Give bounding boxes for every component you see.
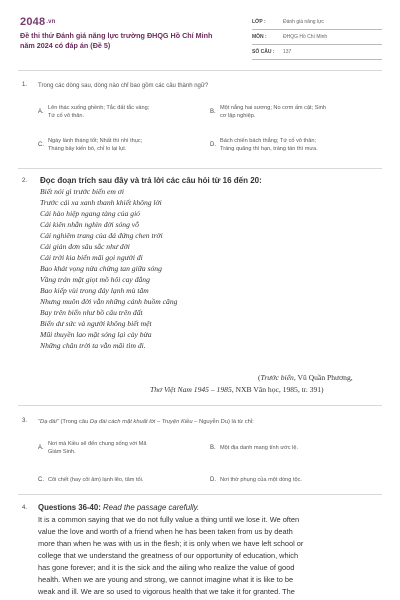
meta-class-row [252,15,382,30]
passage-line: has gone forever; and it is the sick and the ailing who realize the value of good [38,563,295,572]
passage-heading-bold: Questions 36-40: [38,503,101,512]
option-a[interactable] [38,104,208,124]
option-letter: A. [38,109,44,115]
meta-class-key: LỚP : [252,19,266,25]
option-text-line1: Cõi chết (hay cõi âm) lạnh lẽo, tăm tối. [48,477,144,483]
poem-line: Cái nghiêm trang của đá đứng chen trời [40,231,163,240]
option-c[interactable] [38,137,208,157]
citation-author: , Vũ Quần Phương, [293,373,353,382]
option-text-line1: Một nắng hai sương; No cơm ấm cật; Sinh [220,105,326,111]
citation-publisher: , NXB Văn học, 1985, tr. 391) [231,385,324,394]
option-d[interactable] [210,476,380,488]
passage-heading [38,503,199,512]
meta-count-value: 137 [283,49,292,55]
question-quote: "Dạ đài" [38,419,59,425]
site-logo[interactable] [20,16,56,28]
poem-line: Bay trên biển như bồ câu trên đất [40,308,143,317]
divider [18,70,382,71]
poem-line: Cái giản đơn sâu sắc như đời [40,242,130,251]
page-header [0,0,400,64]
question-quote-source: Dạ đài cách mặt khuất lời – Truyện Kiều [89,419,193,425]
divider [18,405,382,406]
question-number: 4. [22,505,28,511]
logo-suffix: .vn [46,19,56,26]
option-d[interactable] [210,137,380,157]
question-number: 1. [22,82,28,88]
meta-class-value: Đánh giá năng lực [283,19,324,25]
meta-subject-row [252,30,382,45]
poem-line: Biển dư sức và người không biết mệt [40,319,152,328]
option-text-line1: Nơi thờ phụng của một dòng tộc. [220,477,302,483]
passage-line: more than when he was with us in the flesh; it is only when we have left school or [38,539,304,548]
option-letter: B. [210,445,216,451]
option-text-line1: Lên thác xuống ghềnh; Tắc đất tắc vàng; [48,105,150,111]
question-text: Trong các dòng sau, dòng nào chỉ bao gồm các câu thành ngữ? [38,83,209,89]
exam-title-line1: Đề thi thử Đánh giá năng lực trường ĐHQG Hồ Chí Minh [20,31,213,40]
question-3 [18,418,382,488]
question-text-mid: (Trong câu [58,419,90,425]
option-letter: A. [38,445,44,451]
option-c[interactable] [38,476,208,488]
option-text-line1: Một địa danh mang tính ước lệ. [220,445,298,451]
passage-line: It is a common saying that we do not fully value a thing until we lose it. We often [38,515,300,524]
meta-count-key: SỐ CÂU : [252,49,275,55]
logo-text: 2048 [20,16,46,28]
poem-line: Mũi thuyền lao mặt sóng lại cày bừa [40,330,152,339]
exam-meta [252,15,382,60]
passage-line: value the love and worth of a friend when he has been taken from us by death [38,527,293,536]
poem-line: Cái kiên nhẫn nghìn đời sóng vỗ [40,220,139,229]
poem-line: Bao khát vọng nửa chừng tan giữa sóng [40,264,162,273]
divider [18,168,382,169]
question-text-end: – Nguyễn Du) là từ chỉ: [192,419,254,425]
question-number: 2. [22,178,28,184]
option-text-line2: Tứ cố vô thân. [48,113,85,119]
divider [18,494,382,495]
option-text-line1: Ngày lành tháng tốt; Nhất thì nhì thục; [48,138,143,144]
question-number: 3. [22,418,28,424]
option-b[interactable] [210,104,380,124]
option-text-line1: Nơi mà Kiều sẽ đến chung sống với Mã [48,441,147,447]
option-letter: B. [210,109,216,115]
poem-line: Cái trời kia biển mãi gọi người đi [40,253,143,262]
poem-line: Nhưng muôn đời vẫn những cánh buồm căng [40,297,178,306]
citation-line1: (Trước biển, Vũ Quần Phương, [258,373,353,382]
option-b[interactable] [210,444,380,456]
citation-line2 [150,385,324,394]
passage-heading: Đọc đoạn trích sau đây và trả lời các câu hỏi từ 16 đến 20: [40,176,262,185]
option-letter: D. [210,142,216,148]
poem-line: Biết nói gì trước biển em ơi [40,187,124,196]
poem-line: Bao kiếp vùi trong đáy lạnh mù tăm [40,286,149,295]
exam-title [20,31,240,51]
passage-line: weak and ill. We are so used to vigorous health that we take it for granted. The [38,587,295,596]
option-text-line1: Bách chiến bách thắng; Tứ cố vô thân; [220,138,317,144]
meta-subject-value: ĐHQG Hồ Chí Minh [283,34,328,40]
poem-line: Những chân trời ta vẫn mãi tìm đi. [40,341,146,350]
option-letter: C. [38,477,44,483]
option-text-line2: cơ lập nghiệp. [220,113,256,119]
option-letter: D. [210,477,216,483]
citation-title: Trước biển [260,373,294,382]
passage-line: college that we understand the greatness of our opportunity of education, which [38,551,299,560]
option-text-line2: Tháng bảy kiến bò, chỉ lo lại lụt. [48,146,127,152]
question-1 [18,82,382,170]
poem-line: Trước cái xa xanh thanh khiết không lời [40,198,162,207]
option-text-line2: Giám Sinh. [48,449,76,455]
meta-subject-key: MÔN : [252,34,267,40]
poem-line: Vầng trán mặt giọt mồ hôi cay đắng [40,275,150,284]
meta-count-row [252,45,382,60]
question-text [38,418,378,426]
passage-line: health. When we are young and strong, we cannot imagine what it is like to be [38,575,294,584]
passage-heading-italic: Read the passage carefully. [100,503,200,512]
option-letter: C. [38,142,44,148]
option-text-line2: Tráng quãng thì hạn, tráng tán thì mưa. [220,146,318,152]
poem-line: Cái hào hiệp ngang tàng của gió [40,209,140,218]
option-a[interactable] [38,440,208,460]
exam-title-line2: năm 2024 có đáp án (Đề 5) [20,41,111,50]
citation-source: Thơ Việt Nam 1945 – 1985 [150,385,232,394]
